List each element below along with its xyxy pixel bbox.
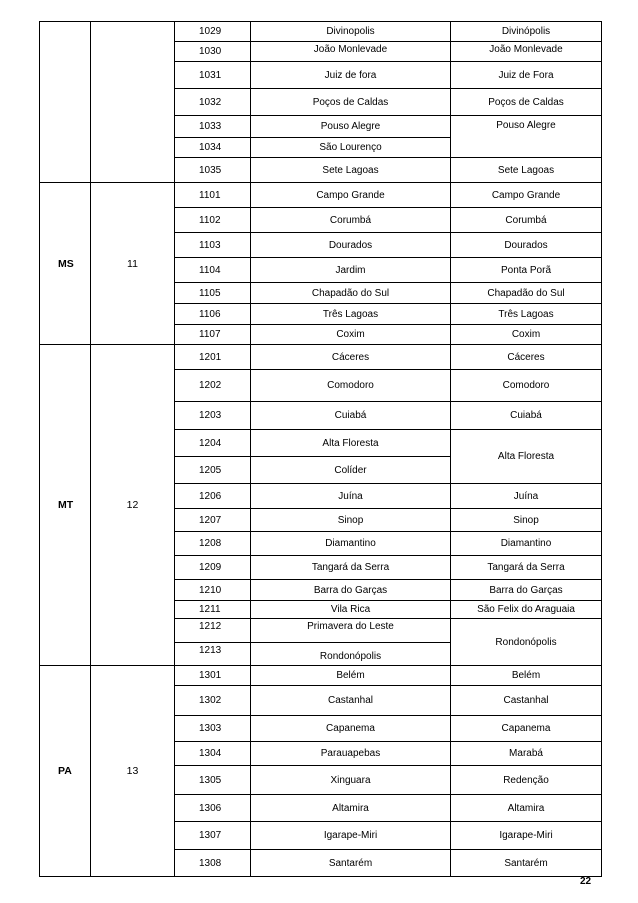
region-cell: Diamantino	[451, 532, 602, 556]
region-cell: Capanema	[451, 716, 602, 742]
code-cell: 1029	[175, 22, 251, 42]
municipality-cell: Campo Grande	[251, 183, 451, 208]
state-cell: MT	[40, 345, 91, 666]
region-cell: Marabá	[451, 742, 602, 766]
code-cell: 1203	[175, 402, 251, 430]
code-cell: 1204	[175, 430, 251, 457]
municipality-cell: Primavera do Leste	[251, 619, 451, 643]
municipality-cell: Rondonópolis	[251, 643, 451, 666]
code-cell: 1208	[175, 532, 251, 556]
municipality-cell: João Monlevade	[251, 42, 451, 62]
municipality-cell: Capanema	[251, 716, 451, 742]
municipality-cell: Belém	[251, 666, 451, 686]
code-cell: 1211	[175, 601, 251, 619]
region-cell: Campo Grande	[451, 183, 602, 208]
table-row	[40, 22, 602, 42]
region-cell: Pouso Alegre	[451, 116, 602, 158]
state-number-cell: 13	[91, 666, 175, 877]
municipality-cell: Três Lagoas	[251, 304, 451, 325]
region-cell: Dourados	[451, 233, 602, 258]
municipality-cell: Tangará da Serra	[251, 556, 451, 580]
code-cell: 1304	[175, 742, 251, 766]
municipality-cell: Castanhal	[251, 686, 451, 716]
code-cell: 1104	[175, 258, 251, 283]
state-cell	[40, 22, 91, 183]
municipality-cell: Sinop	[251, 509, 451, 532]
municipality-cell: Chapadão do Sul	[251, 283, 451, 304]
municipality-cell: Igarape-Miri	[251, 822, 451, 850]
municipality-cell: Cáceres	[251, 345, 451, 370]
region-cell: Igarape-Miri	[451, 822, 602, 850]
code-cell: 1106	[175, 304, 251, 325]
region-cell: Redenção	[451, 766, 602, 795]
region-cell: Ponta Porã	[451, 258, 602, 283]
code-cell: 1307	[175, 822, 251, 850]
state-number-cell: 12	[91, 345, 175, 666]
code-cell: 1031	[175, 62, 251, 89]
code-cell: 1306	[175, 795, 251, 822]
municipality-cell: Juína	[251, 484, 451, 509]
region-cell: Cuiabá	[451, 402, 602, 430]
code-cell: 1305	[175, 766, 251, 795]
municipality-cell: Vila Rica	[251, 601, 451, 619]
state-cell: MS	[40, 183, 91, 345]
municipality-cell: Corumbá	[251, 208, 451, 233]
code-cell: 1212	[175, 619, 251, 643]
code-cell: 1213	[175, 643, 251, 666]
municipality-cell: Santarém	[251, 850, 451, 877]
code-cell: 1107	[175, 325, 251, 345]
region-cell: Sete Lagoas	[451, 158, 602, 183]
municipality-cell: São Lourenço	[251, 138, 451, 158]
municipality-cell: Alta Floresta	[251, 430, 451, 457]
region-cell: Coxim	[451, 325, 602, 345]
region-cell: Santarém	[451, 850, 602, 877]
municipality-cell: Divinopolis	[251, 22, 451, 42]
region-cell: Cáceres	[451, 345, 602, 370]
region-cell: Três Lagoas	[451, 304, 602, 325]
municipality-cell: Xinguara	[251, 766, 451, 795]
region-cell: Juiz de Fora	[451, 62, 602, 89]
code-cell: 1032	[175, 89, 251, 116]
state-number-cell	[91, 22, 175, 183]
code-cell: 1033	[175, 116, 251, 138]
code-cell: 1034	[175, 138, 251, 158]
code-cell: 1303	[175, 716, 251, 742]
region-cell: Juína	[451, 484, 602, 509]
page-number: 22	[580, 876, 592, 887]
region-cell: Chapadão do Sul	[451, 283, 602, 304]
code-cell: 1302	[175, 686, 251, 716]
municipality-cell: Poços de Caldas	[251, 89, 451, 116]
municipality-cell: Diamantino	[251, 532, 451, 556]
municipality-cell: Cuiabá	[251, 402, 451, 430]
region-cell: Corumbá	[451, 208, 602, 233]
region-cell: Rondonópolis	[451, 619, 602, 666]
state-cell: PA	[40, 666, 91, 877]
table-row	[40, 666, 602, 686]
region-cell: São Felix do Araguaia	[451, 601, 602, 619]
region-cell: Sinop	[451, 509, 602, 532]
code-cell: 1301	[175, 666, 251, 686]
municipality-cell: Pouso Alegre	[251, 116, 451, 138]
municipality-cell: Altamira	[251, 795, 451, 822]
code-cell: 1101	[175, 183, 251, 208]
region-cell: Castanhal	[451, 686, 602, 716]
municipality-cell: Colíder	[251, 457, 451, 484]
region-cell: Barra do Garças	[451, 580, 602, 601]
code-cell: 1205	[175, 457, 251, 484]
region-cell: Belém	[451, 666, 602, 686]
municipality-cell: Comodoro	[251, 370, 451, 402]
code-cell: 1207	[175, 509, 251, 532]
municipality-cell: Sete Lagoas	[251, 158, 451, 183]
municipality-cell: Jardim	[251, 258, 451, 283]
region-cell: Comodoro	[451, 370, 602, 402]
municipality-cell: Coxim	[251, 325, 451, 345]
municipality-cell: Parauapebas	[251, 742, 451, 766]
code-cell: 1102	[175, 208, 251, 233]
region-cell: João Monlevade	[451, 42, 602, 62]
table-row	[40, 183, 602, 208]
code-cell: 1030	[175, 42, 251, 62]
state-number-cell: 11	[91, 183, 175, 345]
municipality-cell: Barra do Garças	[251, 580, 451, 601]
region-cell: Divinópolis	[451, 22, 602, 42]
municipality-cell: Dourados	[251, 233, 451, 258]
code-cell: 1209	[175, 556, 251, 580]
region-cell: Altamira	[451, 795, 602, 822]
region-cell: Poços de Caldas	[451, 89, 602, 116]
code-cell: 1308	[175, 850, 251, 877]
code-cell: 1105	[175, 283, 251, 304]
code-cell: 1202	[175, 370, 251, 402]
region-cell: Alta Floresta	[451, 430, 602, 484]
code-cell: 1210	[175, 580, 251, 601]
regions-table	[39, 21, 602, 877]
code-cell: 1103	[175, 233, 251, 258]
code-cell: 1206	[175, 484, 251, 509]
municipality-cell: Juiz de fora	[251, 62, 451, 89]
table-row	[40, 345, 602, 370]
code-cell: 1035	[175, 158, 251, 183]
code-cell: 1201	[175, 345, 251, 370]
region-cell: Tangará da Serra	[451, 556, 602, 580]
